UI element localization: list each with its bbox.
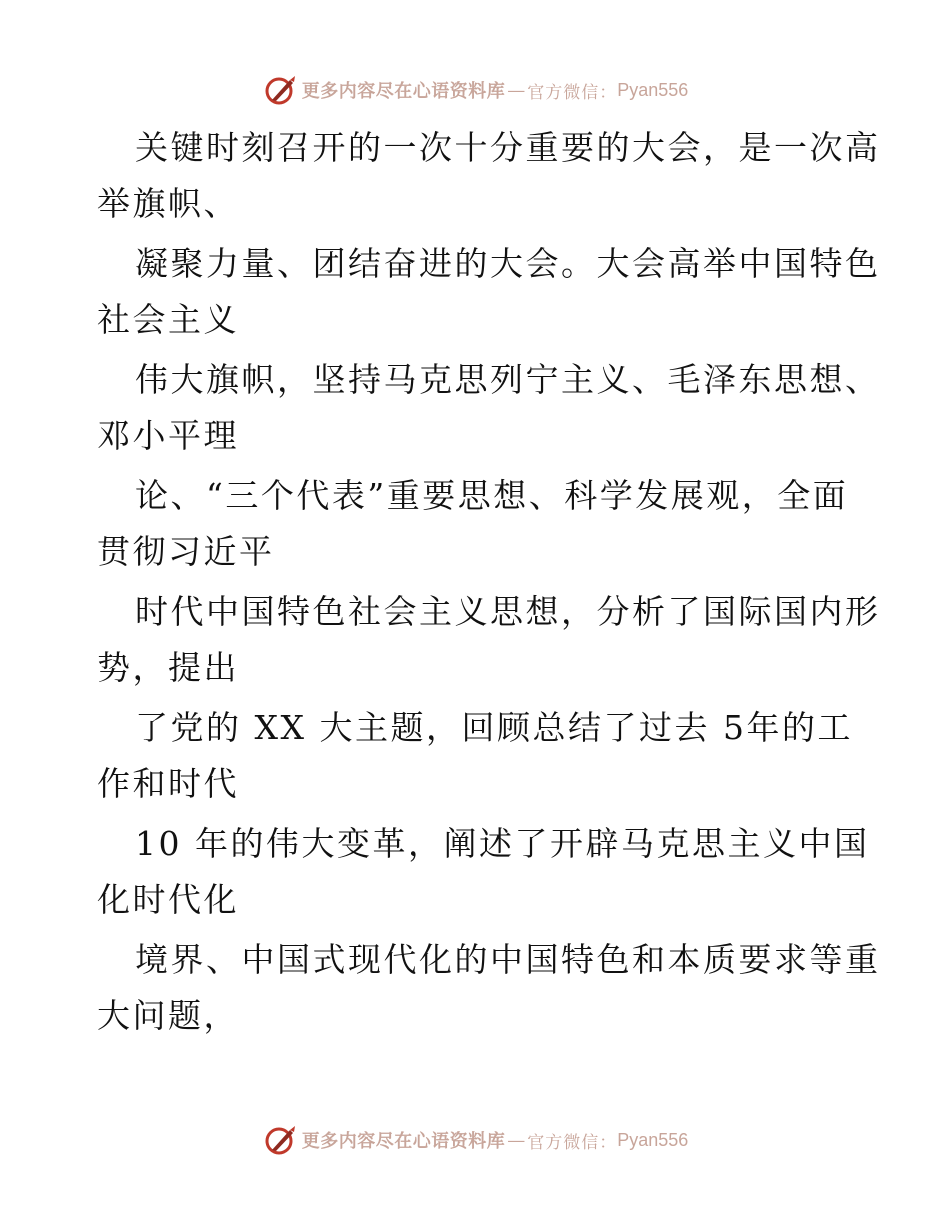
banner-wechat-id: Pyan556: [617, 79, 689, 100]
paragraph-wrap-line: 大问题，: [97, 996, 239, 1035]
banner-separator: —: [507, 79, 526, 101]
banner-main-text: 更多内容尽在心语资料库: [301, 81, 506, 102]
banner-wechat-label: 官方微信：: [527, 82, 618, 103]
quill-logo-icon: [262, 72, 298, 108]
paragraph-wrap-line: 势，提出: [97, 648, 239, 687]
paragraph-line: 10 年的伟大变革，阐述了开辟马克思主义中国: [135, 824, 870, 863]
paragraph-line: 凝聚力量、团结奋进的大会。大会高举中国特色: [135, 244, 881, 283]
banner-wechat-id: Pyan556: [617, 1129, 689, 1150]
paragraph-line: 论、“三个代表”重要思想、科学发展观，全面: [135, 476, 849, 515]
paragraph-wrap-line: 邓小平理: [97, 416, 239, 455]
paragraph-wrap-line: 化时代化: [97, 880, 239, 919]
paragraph-wrap-line: 举旗帜、: [97, 184, 239, 223]
footer-watermark-banner: [0, 1120, 950, 1160]
banner-separator: —: [507, 1129, 526, 1151]
header-watermark-banner: [0, 70, 950, 110]
paragraph-line: 时代中国特色社会主义思想，分析了国际国内形: [135, 592, 881, 631]
paragraph-line: 关键时刻召开的一次十分重要的大会，是一次高: [135, 128, 881, 167]
paragraph-wrap-line: 社会主义: [97, 300, 239, 339]
paragraph-wrap-line: 贯彻习近平: [97, 532, 275, 571]
paragraph-line: 了党的 XX 大主题，回顾总结了过去 5年的工: [135, 708, 853, 747]
banner-wechat-label: 官方微信：: [527, 1132, 618, 1153]
quill-logo-icon: [262, 1122, 298, 1158]
paragraph-wrap-line: 作和时代: [97, 764, 239, 803]
banner-main-text: 更多内容尽在心语资料库: [301, 1131, 506, 1152]
paragraph-line: 伟大旗帜，坚持马克思列宁主义、毛泽东思想、: [135, 360, 881, 399]
paragraph-line: 境界、中国式现代化的中国特色和本质要求等重: [135, 940, 881, 979]
